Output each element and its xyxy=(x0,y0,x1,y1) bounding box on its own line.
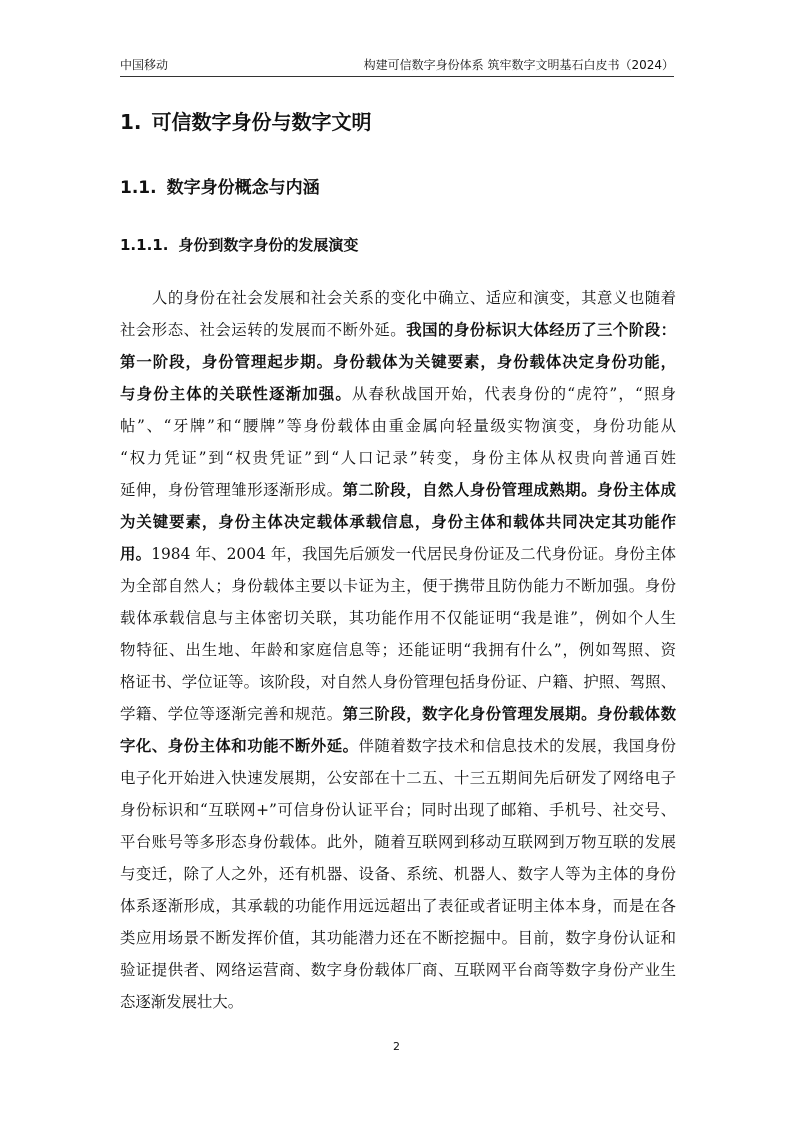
paragraph-line xyxy=(120,410,676,442)
heading-1-title: 可信数字身份与数字文明 xyxy=(151,110,372,134)
bold-text: 第二阶段，自然人身份管理成熟期。身份主体成 xyxy=(342,481,676,499)
text-run: 人的身份在社会发展和社会关系的变化中确立、适应和演变，其意义也随着 xyxy=(152,289,676,307)
text-run: 从春秋战国开始，代表身份的“虎符”，“照身 xyxy=(351,385,676,403)
page-number: 2 xyxy=(393,1040,400,1053)
paragraph-line xyxy=(120,282,676,314)
text-run: “权力凭证”到“权贵凭证”到“人口记录”转变，身份主体从权贵向普通百姓 xyxy=(120,449,676,467)
text-run: 电子化开始进入快速发展期，公安部在十二五、十三五期间先后研发了网络电子 xyxy=(120,769,676,787)
paragraph-line xyxy=(120,602,676,634)
heading-2-number: 1.1. xyxy=(120,178,157,198)
heading-1-number: 1. xyxy=(120,110,142,134)
paragraph-line xyxy=(120,314,676,346)
paragraph-line xyxy=(120,634,676,666)
bold-text: 用。 xyxy=(120,545,152,563)
heading-level-1 xyxy=(120,106,680,138)
heading-level-3 xyxy=(120,232,680,258)
heading-3-number: 1.1.1. xyxy=(120,236,169,254)
text-run: 帖”、“牙牌”和“腰牌”等身份载体由重金属向轻量级实物演变，身份功能从 xyxy=(120,417,676,435)
text-run: 为全部自然人；身份载体主要以卡证为主，便于携带且防伪能力不断加强。身份 xyxy=(120,577,676,595)
paragraph-line xyxy=(120,890,676,922)
text-run: 态逐渐发展壮大。 xyxy=(120,993,244,1011)
text-run: 载体承载信息与主体密切关联，其功能作用不仅能证明“我是谁”，例如个人生 xyxy=(120,609,676,627)
text-run: 伴随着数字技术和信息技术的发展，我国身份 xyxy=(358,737,676,755)
text-run: 身份标识和“互联网+”可信身份认证平台；同时出现了邮箱、手机号、社交号、 xyxy=(120,801,676,819)
paragraph-line xyxy=(120,346,676,378)
text-run: 物特征、出生地、年龄和家庭信息等；还能证明“我拥有什么”，例如驾照、资 xyxy=(120,641,676,659)
bold-text: 第一阶段，身份管理起步期。身份载体为关键要素，身份载体决定身份功能， xyxy=(120,353,676,371)
paragraph-line xyxy=(120,442,676,474)
text-run: 社会形态、社会运转的发展而不断外延。 xyxy=(120,321,407,339)
page-header xyxy=(120,58,674,77)
heading-level-2 xyxy=(120,174,680,202)
header-org-name: 中国移动 xyxy=(120,58,169,72)
paragraph-line xyxy=(120,826,676,858)
heading-3-title: 身份到数字身份的发展演变 xyxy=(178,236,359,254)
paragraph-line xyxy=(120,922,676,954)
paragraph-line xyxy=(120,570,676,602)
paragraph-line xyxy=(120,698,676,730)
paragraph-line xyxy=(120,986,676,1018)
text-run: 与变迁，除了人之外，还有机器、设备、系统、机器人、数字人等为主体的身份 xyxy=(120,865,676,883)
text-run: 延伸，身份管理雏形逐渐形成。 xyxy=(120,481,343,499)
paragraph-line xyxy=(120,378,676,410)
bold-text: 与身份主体的关联性逐渐加强。 xyxy=(120,385,352,403)
text-run: 体系逐渐形成，其承载的功能作用远远超出了表征或者证明主体本身，而是在各 xyxy=(120,897,676,915)
paragraph-line xyxy=(120,762,676,794)
paragraph-line xyxy=(120,730,676,762)
bold-text: 字化、身份主体和功能不断外延。 xyxy=(120,737,359,755)
paragraph-line xyxy=(120,858,676,890)
text-run: 类应用场景不断发挥价值，其功能潜力还在不断挖掘中。目前，数字身份认证和 xyxy=(120,929,676,947)
bold-text: 为关键要素，身份主体决定载体承载信息，身份主体和载体共同决定其功能作 xyxy=(120,513,676,531)
paragraph-line xyxy=(120,954,676,986)
paragraph-line xyxy=(120,666,676,698)
bold-text: 我国的身份标识大体经历了三个阶段： xyxy=(406,321,676,339)
paragraph-line xyxy=(120,474,676,506)
paragraph-line xyxy=(120,538,676,570)
heading-2-title: 数字身份概念与内涵 xyxy=(166,178,320,198)
header-document-title: 构建可信数字身份体系 筑牢数字文明基石白皮书（2024） xyxy=(363,58,674,72)
text-run: 格证书、学位证等。该阶段，对自然人身份管理包括身份证、户籍、护照、驾照、 xyxy=(120,673,676,691)
text-run: 1984 年、2004 年，我国先后颁发一代居民身份证及二代身份证。身份主体 xyxy=(151,545,676,563)
bold-text: 第三阶段，数字化身份管理发展期。身份载体数 xyxy=(342,705,676,723)
text-run: 平台账号等多形态身份载体。此外，随着互联网到移动互联网到万物互联的发展 xyxy=(120,833,676,851)
paragraph-line xyxy=(120,794,676,826)
text-run: 验证提供者、网络运营商、数字身份载体厂商、互联网平台商等数字身份产业生 xyxy=(120,961,676,979)
paragraph-line xyxy=(120,506,676,538)
text-run: 学籍、学位等逐渐完善和规范。 xyxy=(120,705,343,723)
